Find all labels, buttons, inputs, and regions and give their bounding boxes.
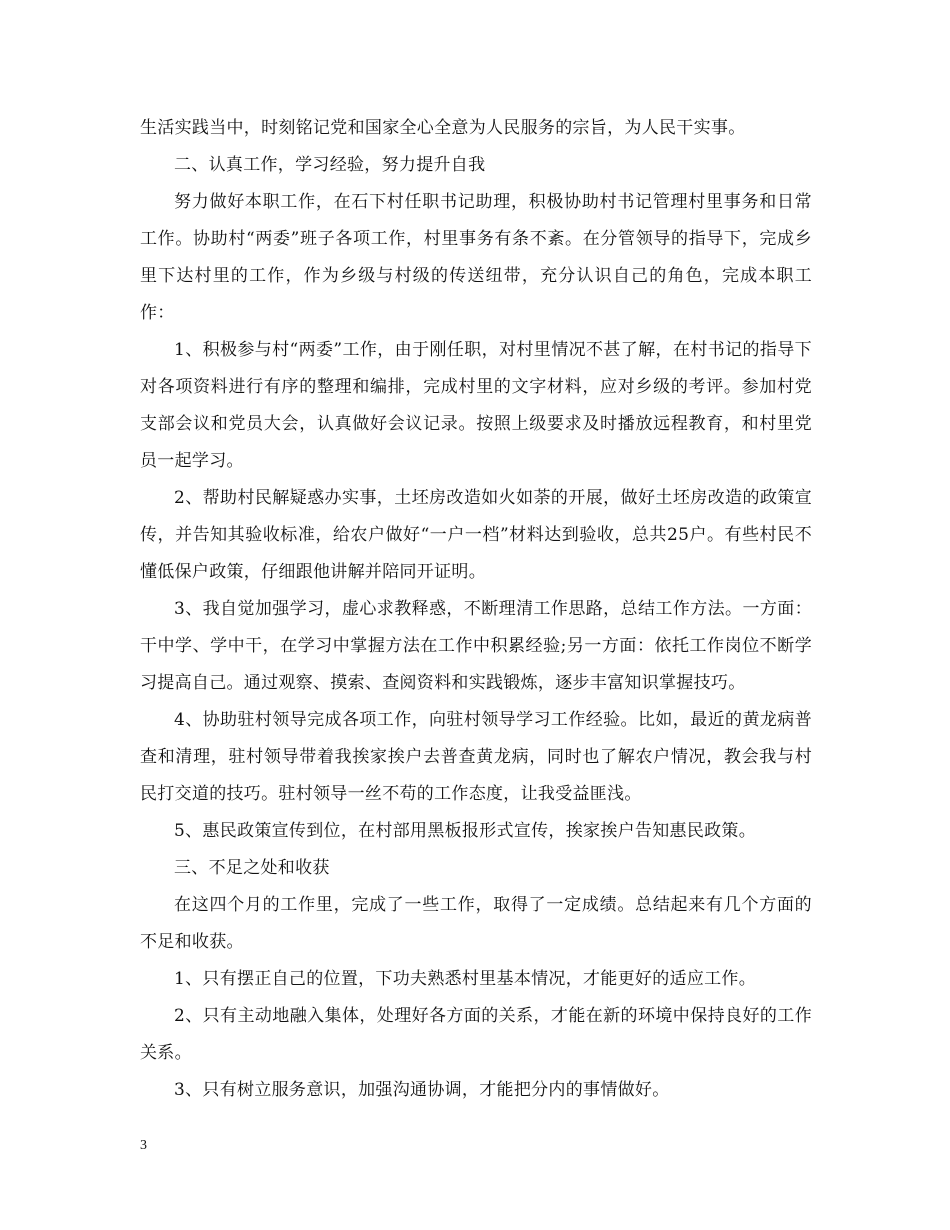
paragraph: 努力做好本职工作，在石下村任职书记助理，积极协助村书记管理村里事务和日常工作。协助村“两委”班子各项工作，村里事务有条不紊。在分管领导的指导下，完成乡里下达村里的工作，作为乡级与村级的传送纽带，充分认识自己的角色，完成本职工作： <box>140 192 812 323</box>
page-number: 3 <box>140 1138 147 1153</box>
list-item: 3、我自觉加强学习，虚心求教释惑，不断理清工作思路，总结工作方法。一方面：干中学、学中干，在学习中掌握方法在工作中积累经验;另一方面：依托工作岗位不断学习提高自己。通过观察、摸索、查阅资料和实践锻炼，逐步丰富知识掌握技巧。 <box>140 599 812 693</box>
list-item: 2、帮助村民解疑惑办实事，土坯房改造如火如荼的开展，做好土坯房改造的政策宣传，并告知其验收标准，给农户做好“一户一档”材料达到验收，总共25户。有些村民不懂低保户政策，仔细跟他讲解并陪同开证明。 <box>140 488 812 582</box>
list-item: 5、惠民政策宣传到位，在村部用黑板报形式宣传，挨家挨户告知惠民政策。 <box>174 821 757 841</box>
list-item: 1、积极参与村“两委”工作，由于刚任职，对村里情况不甚了解，在村书记的指导下对各项资料进行有序的整理和编排，完成村里的文字材料，应对乡级的考评。参加村党支部会议和党员大会，认真做好会议记录。按照上级要求及时播放远程教育，和村里党员一起学习。 <box>140 340 812 471</box>
list-item: 3、只有树立服务意识，加强沟通协调，才能把分内的事情做好。 <box>174 1080 670 1100</box>
list-item: 1、只有摆正自己的位置，下功夫熟悉村里基本情况，才能更好的适应工作。 <box>174 969 757 989</box>
section-heading-two: 二、认真工作，学习经验，努力提升自我 <box>174 155 486 175</box>
list-item: 4、协助驻村领导完成各项工作，向驻村领导学习工作经验。比如，最近的黄龙病普查和清理，驻村领导带着我挨家挨户去普查黄龙病，同时也了解农户情况，教会我与村民打交道的技巧。驻村领导一丝不苟的工作态度，让我受益匪浅。 <box>140 710 812 804</box>
paragraph: 生活实践当中，时刻铭记党和国家全心全意为人民服务的宗旨，为人民干实事。 <box>140 118 746 138</box>
list-item: 2、只有主动地融入集体，处理好各方面的关系，才能在新的环境中保持良好的工作关系。 <box>140 1006 812 1063</box>
paragraph: 在这四个月的工作里，完成了一些工作，取得了一定成绩。总结起来有几个方面的不足和收获。 <box>140 895 812 952</box>
document-body <box>140 110 812 1109</box>
section-heading-three: 三、不足之处和收获 <box>174 858 330 878</box>
